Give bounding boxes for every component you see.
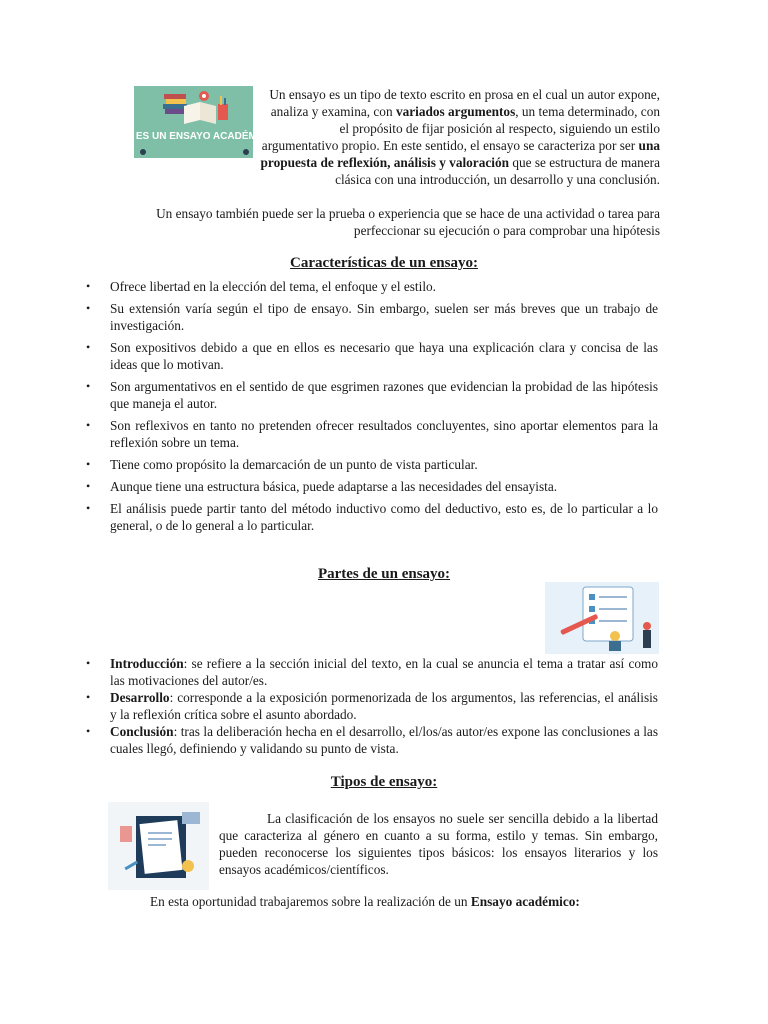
caracteristicas-heading: Características de un ensayo: [290,255,478,271]
bullet-icon: • [86,379,91,393]
caracteristica-text: El análisis puede partir tanto del método inductivo como del deductivo, esto es, de lo particular a lo general, o de lo general a lo particular. [110,501,658,533]
bullet-icon: • [86,479,91,493]
bullet-icon: • [86,724,91,738]
parte-text: : tras la deliberación hecha en el desarrollo, el/los/as autor/es expone las conclusiones a las cuales llegó, definiendo y validando su punto de vista. [110,724,658,756]
document-folder-illustration [108,802,209,890]
partes-list [84,655,658,757]
parte-item [84,723,658,757]
intro-text-part: que se estructura de manera clásica con una introducción, un desarrollo y una conclusión. [335,155,660,187]
checklist-illustration [545,582,659,654]
caracteristicas-list [84,278,658,534]
partes-heading: Partes de un ensayo: [317,566,451,582]
caracteristica-text: Son reflexivos en tanto no pretenden ofrecer resultados concluyentes, sino aportar elementos para la reflexión sobre un tema. [110,418,658,450]
closing-line [150,893,660,910]
bullet-icon: • [86,690,91,704]
bullet-icon: • [86,279,91,293]
illustration-caption: ¿QUÉ ES UN ENSAYO ACADÉMICO? [105,131,281,142]
bullet-icon: • [86,501,91,515]
intro-second-paragraph: Un ensayo también puede ser la prueba o experiencia que se hace de una actividad o tarea para perfeccionar su ejecución o para comprobar una hipótesis [156,206,660,238]
bullet-icon: • [86,301,91,315]
bullet-icon: • [86,656,91,670]
tipos-heading: Tipos de ensayo: [330,774,438,790]
caracteristica-text: Son expositivos debido a que en ellos es necesario que haya una explicación clara y concisa de las ideas que lo motivan. [110,340,658,372]
bullet-icon: • [86,340,91,354]
caracteristica-item [84,500,658,534]
parte-term: Conclusión [110,724,174,739]
parte-term: Introducción [110,656,184,671]
caracteristica-text: Aunque tiene una estructura básica, puede adaptarse a las necesidades del ensayista. [110,479,558,494]
caracteristica-item [84,300,658,334]
parte-item [84,689,658,723]
caracteristica-text: Son argumentativos en el sentido de que esgrimen razones que evidencian la probidad de las hipótesis que maneja el autor. [110,379,658,411]
intro-text-part: Un ensayo es un tipo de texto escrito en prosa en el cual un autor expone, analiza y examina, con [269,87,660,119]
parte-term: Desarrollo [110,690,170,705]
caracteristica-item [84,339,658,373]
intro-text-part: , un tema determinado, con el propósito de fijar posición al respecto, siguiendo un estilo argumentativo propio. [261,104,660,153]
parte-item [84,655,658,689]
caracteristica-text: Ofrece libertad en la elección del tema, el enfoque y el estilo. [110,279,436,294]
caracteristica-text: Su extensión varía según el tipo de ensayo. Sin embargo, suelen ser más breves que un trabajo de investigación. [110,301,658,333]
caracteristica-item [84,278,658,295]
bullet-icon: • [86,418,91,432]
intro-bold-phrase: una propuesta de reflexión, análisis y valoración [260,138,660,170]
caracteristica-item [84,478,658,495]
caracteristica-item [84,456,658,473]
caracteristica-text: Tiene como propósito la demarcación de un punto de vista particular. [110,457,478,472]
tipos-paragraph [219,810,658,878]
closing-bold: Ensayo académico: [470,894,580,909]
intro-bold-phrase: variados argumentos [395,104,516,119]
bullet-icon: • [86,457,91,471]
intro-text-part: En este sentido, el ensayo se caracteriza por ser [383,138,639,153]
caracteristica-item [84,378,658,412]
parte-text: : corresponde a la exposición pormenorizada de los argumentos, las referencias, el análisis y la reflexión crítica sobre el asunto abordado. [110,690,658,722]
caracteristica-item [84,417,658,451]
que-es-un-ensayo-illustration [105,86,281,158]
parte-text: : se refiere a la sección inicial del texto, en la cual se anuncia el tema a tratar así como las motivaciones del autor/es. [110,656,658,688]
tipos-text: La clasificación de los ensayos no suele ser sencilla debido a la libertad que caracteriza al género en cuanto a su forma, estilo y temas. Sin embargo, pueden reconocerse los siguientes tipos básicos: los ensayos literarios y los ensayos académicos/científicos. [219,811,658,877]
closing-text: En esta oportunidad trabajaremos sobre la realización de un [150,894,471,909]
intro-paragraph [260,86,660,188]
